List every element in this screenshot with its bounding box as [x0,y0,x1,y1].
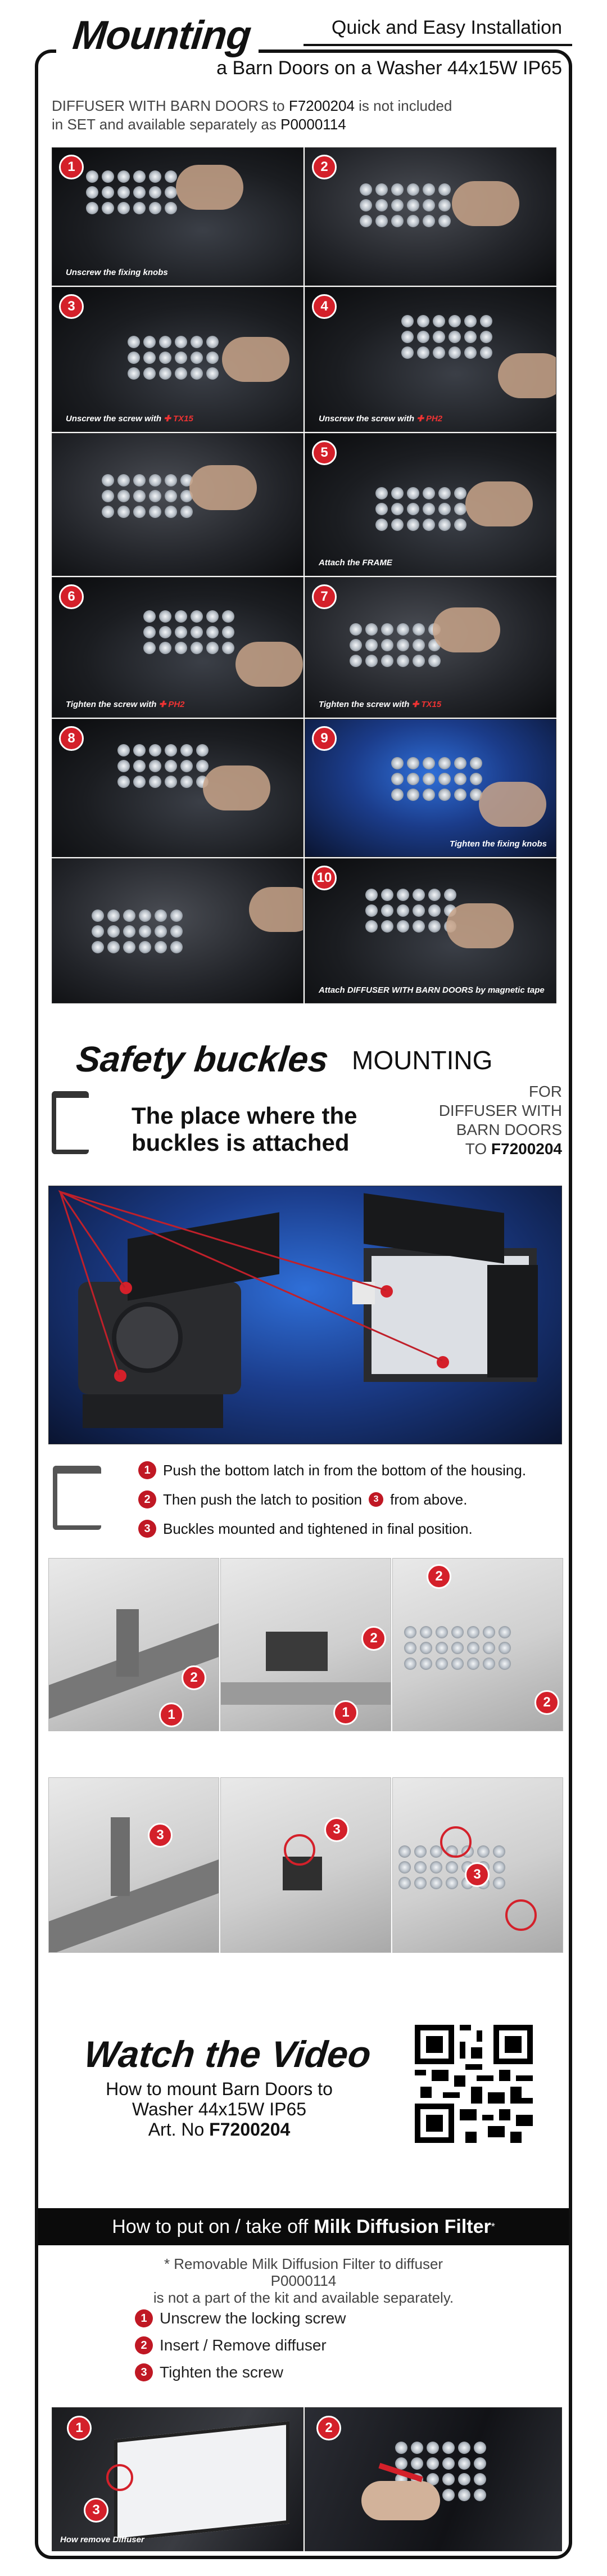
for-line-3: BARN DOORS [456,1121,562,1138]
buckle-photo-4 [48,1777,219,1953]
step-photo [305,719,556,857]
buckle-photo-6 [392,1777,563,1953]
step-number-badge: 10 [312,866,337,890]
step-photo [305,577,556,718]
video-line-2: Washer 44x15W IP65 [132,2099,307,2119]
step-caption [66,268,168,277]
led-array [128,336,219,380]
step-number-badge: 4 [312,294,337,319]
buckle-detail-icon [53,1466,101,1530]
step-photo [52,147,304,286]
step-number-badge: 5 [312,440,337,465]
led-array [350,623,441,667]
buckle-photo-3 [392,1558,563,1731]
step-number-badge: 8 [59,726,84,751]
led-array [102,474,193,518]
step-caption [319,699,441,709]
safety-mounting-label: MOUNTING [352,1046,493,1075]
buckle-location-photo [48,1186,562,1444]
hand-shape [433,607,500,652]
caption-text: Unscrew the screw with [319,414,415,424]
buckle-step-3 [138,1520,473,1538]
step-text: Then push the latch to position [163,1490,363,1508]
step-photo [52,858,304,1003]
included-note [52,97,456,134]
filter-section-bar [38,2208,569,2245]
step-photo [52,577,304,718]
step-badge: 3 [138,1520,156,1538]
step-badge: 2 [534,1690,559,1715]
hand-shape [446,903,514,948]
step-number-badge: 7 [312,584,337,609]
step-badge: 2 [138,1490,156,1508]
filter-step-3 [135,2363,283,2381]
bar-prefix: How to put on / take off [112,2215,309,2237]
art-code: F7200204 [209,2119,291,2140]
step-badge: 1 [138,1461,156,1479]
qr-code-icon[interactable] [415,2025,533,2143]
step-text: Push the bottom latch in from the bottom of the housing. [163,1461,527,1479]
caption-text: Tighten the screw with [66,700,157,709]
step-text: Tighten the screw [160,2363,283,2381]
tagline: Quick and Easy Installation [331,17,562,38]
safety-title: Safety buckles [74,1039,331,1079]
hand-shape [203,765,270,810]
step-text-end: from above. [390,1490,468,1508]
step-photo [305,433,556,576]
note-mid: is not included in SET and available separately as [52,97,452,133]
header-rule [304,44,572,46]
hand-shape [479,782,546,827]
filter-step-2 [135,2336,327,2354]
filter-note-2: is not a part of the kit and available separately. [153,2289,454,2306]
hand-shape [189,465,257,510]
led-array [92,909,183,953]
step-badge: 1 [135,2309,153,2327]
led-array [375,487,466,531]
step-caption [66,699,185,709]
step-badge: 3 [324,1817,349,1842]
caption-text: Unscrew the screw with [66,414,162,424]
step-badge: 2 [182,1665,206,1690]
bar-star: * [491,2221,495,2232]
product-subtitle: a Barn Doors on a Washer 44x15W IP65 [216,57,562,79]
buckle-photo-2 [220,1558,391,1731]
place-line-1: The place where the [132,1102,357,1129]
bar-bold: Milk Diffusion Filter [314,2215,491,2237]
step-photo [52,287,304,432]
note-code-1: F7200204 [288,97,355,114]
step-photo [305,287,556,432]
step-badge: 3 [465,1862,490,1887]
led-array [117,744,209,788]
step-badge: 2 [316,2416,341,2440]
step-text: Unscrew the locking screw [160,2309,346,2327]
step-photo [305,858,556,1003]
photo-caption: How remove Diffuser [60,2535,144,2545]
hand-shape [452,181,519,226]
caption-text: Attach DIFFUSER WITH BARN DOORS by magnetic tape [319,985,545,995]
led-array [143,610,234,654]
hand-shape [465,481,533,526]
step-caption [66,413,193,424]
filter-note [135,2255,472,2306]
step-photo [305,147,556,286]
step-number-badge: 9 [312,726,337,751]
step-caption [450,839,547,849]
filter-photo-1 [52,2407,304,2551]
tool-label: ✚ TX15 [161,414,193,424]
caption-text: Attach the FRAME [319,558,392,568]
step-caption [319,558,392,568]
buckle-place-heading [132,1102,357,1156]
step-badge: 1 [159,1703,184,1727]
for-line-1: FOR [528,1083,562,1100]
step-badge: 2 [427,1564,451,1589]
for-code: F7200204 [491,1140,562,1158]
hand-shape [235,642,303,687]
led-array [365,889,456,933]
for-product-text [439,1082,562,1159]
step-badge: 1 [333,1700,358,1725]
buckle-step-2 [138,1490,467,1508]
caption-text: Tighten the screw with [319,700,410,709]
hand-shape [249,887,304,932]
step-caption [319,985,545,995]
led-array [391,757,482,801]
note-prefix: DIFFUSER WITH BARN DOORS to [52,97,285,114]
for-line-4: TO [465,1140,487,1158]
step-badge: 3 [148,1823,173,1848]
hand-shape [176,165,243,210]
buckle-step-1 [138,1461,526,1479]
buckle-icon [52,1091,89,1154]
step-photo [52,433,304,576]
filter-photo-2 [305,2407,562,2551]
hand-shape [222,337,289,382]
tool-label: ✚ TX15 [409,700,442,709]
led-array [86,170,177,214]
buckle-photo-1 [48,1558,219,1731]
page-title: Mounting [70,13,253,58]
hand-shape [498,353,556,398]
connector-lines [49,1186,561,1444]
step-badge: 1 [67,2416,92,2440]
inline-badge: 3 [369,1492,383,1507]
led-array [401,315,492,359]
filter-note-1: * Removable Milk Diffusion Filter to diffuser P0000114 [164,2255,443,2289]
step-badge: 2 [361,1626,386,1651]
caption-text: Unscrew the fixing knobs [66,268,168,277]
video-subtitle [101,2079,337,2140]
note-code-2: P0000114 [280,116,346,133]
step-number-badge: 2 [312,155,337,179]
step-badge: 3 [135,2363,153,2381]
tool-label: ✚ PH2 [156,700,185,709]
step-number-badge: 6 [59,584,84,609]
for-line-2: DIFFUSER WITH [438,1102,562,1119]
art-prefix: Art. No [148,2119,205,2140]
place-line-2: buckles is attached [132,1129,350,1156]
step-badge: 3 [84,2498,108,2523]
caption-text: Tighten the fixing knobs [449,839,547,849]
video-line-1: How to mount Barn Doors to [106,2079,333,2099]
step-text: Insert / Remove diffuser [160,2336,327,2354]
step-photo [52,719,304,857]
step-caption [319,413,442,424]
video-title: Watch the Video [82,2033,373,2075]
led-array [360,183,451,227]
filter-step-1 [135,2309,346,2327]
step-number-badge: 1 [59,155,84,179]
tool-label: ✚ PH2 [414,414,443,424]
step-badge: 2 [135,2336,153,2354]
buckle-photo-5 [220,1777,391,1953]
led-array [404,1626,511,1670]
step-number-badge: 3 [59,294,84,319]
step-text: Buckles mounted and tightened in final position. [163,1520,473,1537]
